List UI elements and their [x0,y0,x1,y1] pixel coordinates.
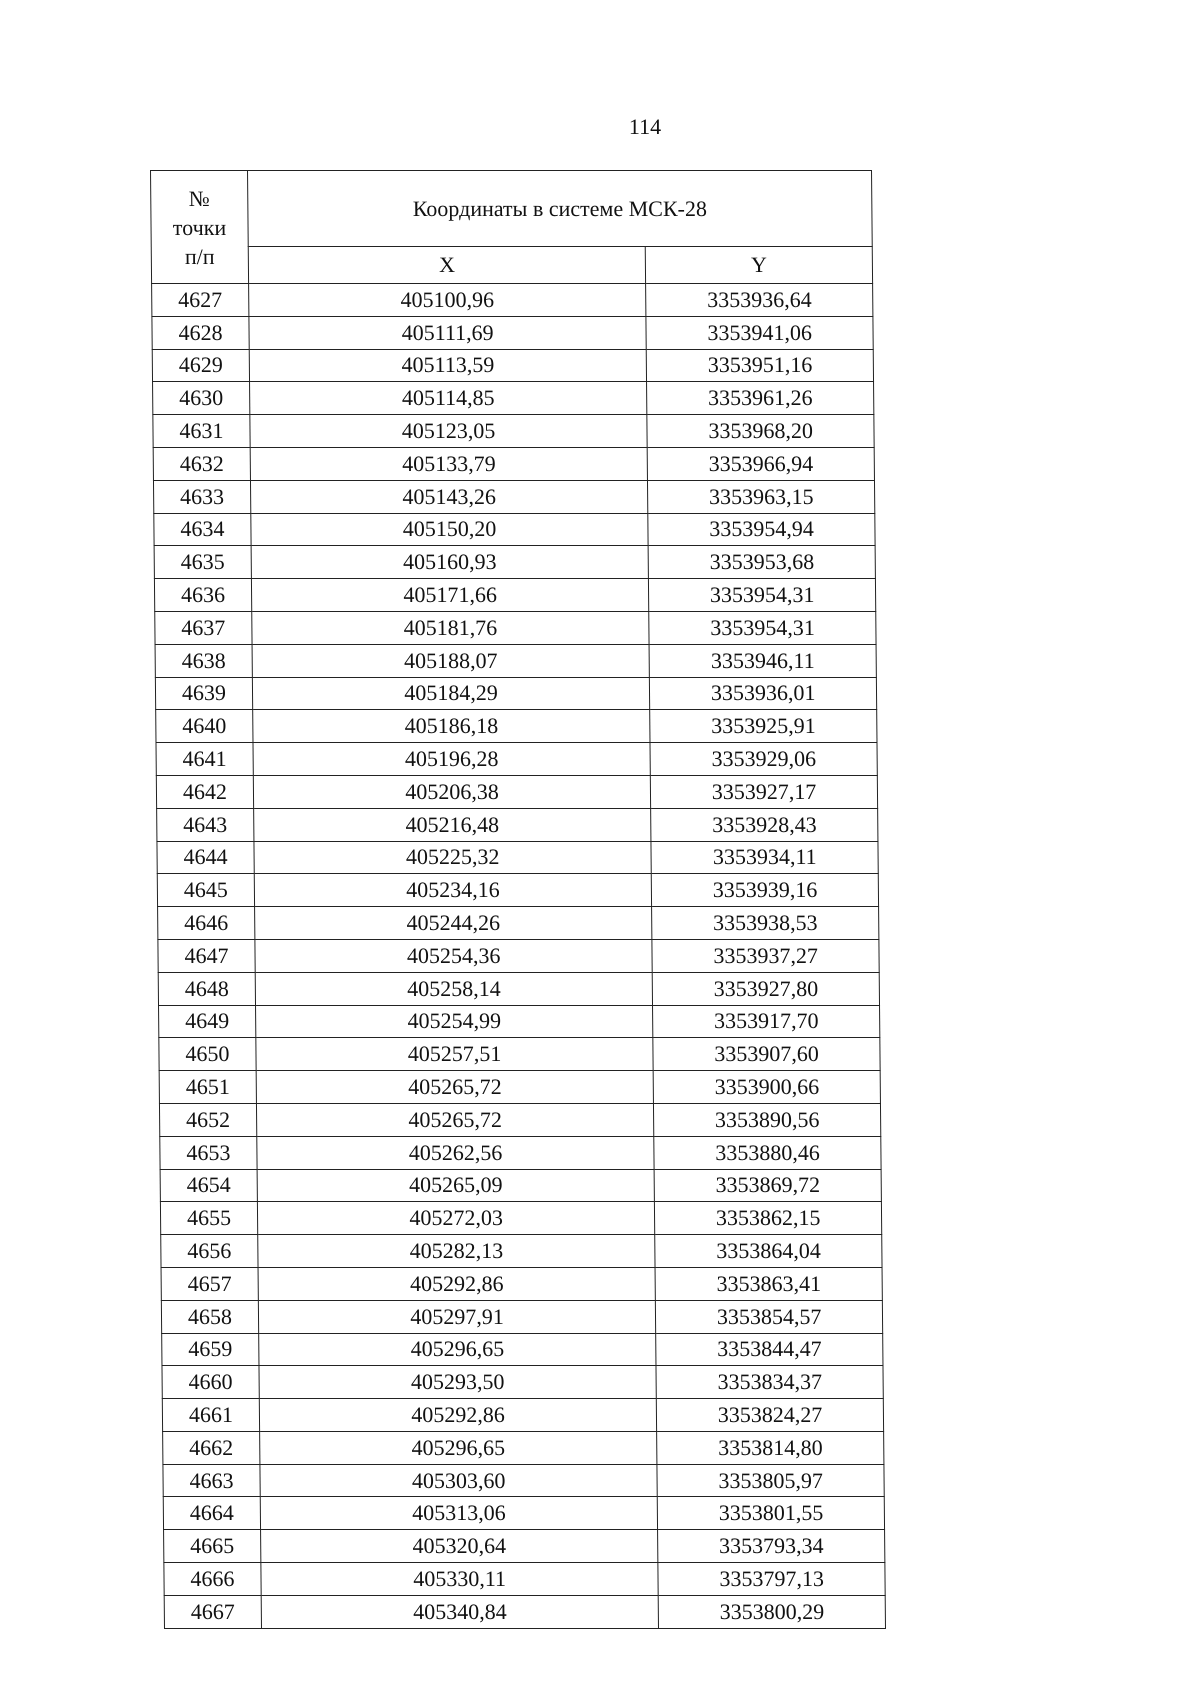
y-coordinate-cell: 3353814,80 [657,1431,884,1464]
x-coordinate-cell: 405293,50 [259,1366,657,1399]
x-coordinate-cell: 405171,66 [251,579,649,612]
header-number-sign: № [188,185,210,211]
y-coordinate-cell: 3353907,60 [653,1038,880,1071]
y-coordinate-cell: 3353936,01 [650,677,877,710]
table-row [160,1169,881,1202]
y-column-header: Y [645,247,872,284]
point-number-cell: 4634 [154,513,251,546]
point-number-cell: 4631 [153,415,250,448]
header-ordinal-abbrev: п/п [184,243,215,269]
table-row [158,907,879,940]
point-number-cell: 4650 [159,1038,256,1071]
y-coordinate-cell: 3353946,11 [649,644,876,677]
y-coordinate-cell: 3353862,15 [655,1202,882,1235]
x-coordinate-cell: 405100,96 [248,284,646,317]
point-number-header [151,171,249,284]
point-number-cell: 4647 [158,939,255,972]
y-coordinate-cell: 3353929,06 [650,743,877,776]
table-row [153,480,874,513]
table-row [159,1005,880,1038]
y-coordinate-cell: 3353869,72 [654,1169,881,1202]
table-body [152,284,886,1629]
point-number-cell: 4642 [156,775,253,808]
x-coordinate-cell: 405184,29 [252,677,650,710]
y-coordinate-cell: 3353961,26 [647,382,874,415]
y-coordinate-cell: 3353927,80 [652,972,879,1005]
x-coordinate-cell: 405282,13 [258,1235,656,1268]
point-number-cell: 4633 [153,480,250,513]
point-number-cell: 4640 [156,710,253,743]
point-number-cell: 4664 [163,1497,260,1530]
y-coordinate-cell: 3353854,57 [656,1300,883,1333]
x-coordinate-cell: 405123,05 [250,415,648,448]
table-row [156,743,877,776]
y-coordinate-cell: 3353793,34 [658,1530,885,1563]
y-coordinate-cell: 3353936,64 [646,284,873,317]
x-coordinate-cell: 405330,11 [261,1563,659,1596]
point-number-cell: 4639 [155,677,252,710]
point-number-cell: 4651 [159,1071,256,1104]
table-row [161,1235,882,1268]
x-coordinate-cell: 405303,60 [260,1464,658,1497]
x-column-header: X [248,247,646,284]
y-coordinate-cell: 3353954,31 [649,579,876,612]
table-row [158,939,879,972]
x-coordinate-cell: 405254,99 [255,1005,653,1038]
table-row [159,1071,880,1104]
point-number-cell: 4646 [158,907,255,940]
coordinates-system-header: Координаты в системе МСК-28 [247,171,872,247]
point-number-cell: 4649 [159,1005,256,1038]
x-coordinate-cell: 405262,56 [257,1136,655,1169]
y-coordinate-cell: 3353900,66 [653,1071,880,1104]
y-coordinate-cell: 3353927,17 [651,775,878,808]
point-number-cell: 4653 [160,1136,257,1169]
point-number-cell: 4652 [159,1103,256,1136]
x-coordinate-cell: 405206,38 [253,775,651,808]
point-number-cell: 4656 [161,1235,258,1268]
y-coordinate-cell: 3353938,53 [652,907,879,940]
y-coordinate-cell: 3353963,15 [648,480,875,513]
y-coordinate-cell: 3353890,56 [654,1103,881,1136]
y-coordinate-cell: 3353824,27 [657,1399,884,1432]
y-coordinate-cell: 3353966,94 [647,447,874,480]
y-coordinate-cell: 3353954,94 [648,513,875,546]
table-row [156,775,877,808]
table-row [159,1103,880,1136]
table-row [154,513,875,546]
point-number-cell: 4657 [161,1267,258,1300]
y-coordinate-cell: 3353863,41 [655,1267,882,1300]
x-coordinate-cell: 405181,76 [252,611,650,644]
point-number-cell: 4632 [153,447,250,480]
table-row [155,611,876,644]
x-coordinate-cell: 405320,64 [260,1530,658,1563]
table-row [163,1464,884,1497]
y-coordinate-cell: 3353953,68 [648,546,875,579]
y-coordinate-cell: 3353917,70 [653,1005,880,1038]
table-row [157,874,878,907]
y-coordinate-cell: 3353844,47 [656,1333,883,1366]
y-coordinate-cell: 3353939,16 [652,874,879,907]
x-coordinate-cell: 405257,51 [256,1038,654,1071]
table-header [151,171,873,284]
y-coordinate-cell: 3353880,46 [654,1136,881,1169]
point-number-cell: 4643 [157,808,254,841]
table-row [153,382,874,415]
table-row [164,1563,885,1596]
x-coordinate-cell: 405265,72 [256,1071,654,1104]
x-coordinate-cell: 405150,20 [251,513,649,546]
table-row [155,677,876,710]
point-number-cell: 4658 [161,1300,258,1333]
x-coordinate-cell: 405296,65 [260,1431,658,1464]
y-coordinate-cell: 3353797,13 [658,1563,885,1596]
point-number-cell: 4635 [154,546,251,579]
x-coordinate-cell: 405114,85 [249,382,647,415]
point-number-cell: 4629 [152,349,249,382]
y-coordinate-cell: 3353934,11 [651,841,878,874]
x-coordinate-cell: 405296,65 [259,1333,657,1366]
x-coordinate-cell: 405292,86 [259,1399,657,1432]
x-coordinate-cell: 405186,18 [253,710,651,743]
table-row [157,808,878,841]
table-row [163,1497,884,1530]
point-number-cell: 4645 [157,874,254,907]
x-coordinate-cell: 405196,28 [253,743,651,776]
point-number-cell: 4636 [154,579,251,612]
table-row [161,1300,882,1333]
table-row [152,349,873,382]
y-coordinate-cell: 3353834,37 [656,1366,883,1399]
x-coordinate-cell: 405254,36 [255,939,653,972]
x-coordinate-cell: 405244,26 [254,907,652,940]
x-coordinate-cell: 405297,91 [258,1300,656,1333]
table-row [156,710,877,743]
point-number-cell: 4644 [157,841,254,874]
point-number-cell: 4661 [162,1399,259,1432]
point-number-cell: 4667 [164,1595,261,1628]
x-coordinate-cell: 405265,72 [256,1103,654,1136]
table-row [159,1038,880,1071]
point-number-cell: 4660 [162,1366,259,1399]
point-number-cell: 4666 [164,1563,261,1596]
y-coordinate-cell: 3353864,04 [655,1235,882,1268]
point-number-cell: 4662 [163,1431,260,1464]
table-row [162,1399,883,1432]
x-coordinate-cell: 405234,16 [254,874,652,907]
y-coordinate-cell: 3353941,06 [646,316,873,349]
table-row [153,415,874,448]
x-coordinate-cell: 405216,48 [254,808,652,841]
point-number-cell: 4630 [153,382,250,415]
x-coordinate-cell: 405258,14 [255,972,653,1005]
y-coordinate-cell: 3353968,20 [647,415,874,448]
point-number-cell: 4648 [158,972,255,1005]
x-coordinate-cell: 405292,86 [258,1267,656,1300]
table-row [157,841,878,874]
coordinates-table [150,170,886,1629]
y-coordinate-cell: 3353937,27 [652,939,879,972]
y-coordinate-cell: 3353925,91 [650,710,877,743]
x-coordinate-cell: 405160,93 [251,546,649,579]
table-row [152,284,873,317]
x-coordinate-cell: 405265,09 [257,1169,655,1202]
table-row [161,1267,882,1300]
x-coordinate-cell: 405340,84 [261,1595,659,1628]
y-coordinate-cell: 3353928,43 [651,808,878,841]
table-row [162,1366,883,1399]
point-number-cell: 4663 [163,1464,260,1497]
table-row [160,1202,881,1235]
table-row [153,447,874,480]
x-coordinate-cell: 405225,32 [254,841,652,874]
table-row [152,316,873,349]
x-coordinate-cell: 405272,03 [257,1202,655,1235]
x-coordinate-cell: 405188,07 [252,644,650,677]
page-number: 114 [628,114,662,139]
x-coordinate-cell: 405113,59 [249,349,647,382]
table-row [163,1431,884,1464]
table-row [160,1136,881,1169]
x-coordinate-cell: 405133,79 [250,447,648,480]
table-row [162,1333,883,1366]
point-number-cell: 4654 [160,1169,257,1202]
table-row [164,1595,885,1628]
table-row [154,579,875,612]
header-point-word: точки [172,214,227,240]
point-number-cell: 4655 [160,1202,257,1235]
point-number-cell: 4641 [156,743,253,776]
point-number-cell: 4638 [155,644,252,677]
table-row [155,644,876,677]
table-row [164,1530,885,1563]
point-number-cell: 4637 [155,611,252,644]
point-number-cell: 4659 [162,1333,259,1366]
y-coordinate-cell: 3353951,16 [646,349,873,382]
x-coordinate-cell: 405111,69 [249,316,647,349]
y-coordinate-cell: 3353800,29 [658,1595,885,1628]
table-row [158,972,879,1005]
x-coordinate-cell: 405313,06 [260,1497,658,1530]
y-coordinate-cell: 3353805,97 [657,1464,884,1497]
point-number-cell: 4665 [164,1530,261,1563]
point-number-cell: 4627 [152,284,249,317]
table-row [154,546,875,579]
point-number-cell: 4628 [152,316,249,349]
y-coordinate-cell: 3353954,31 [649,611,876,644]
x-coordinate-cell: 405143,26 [250,480,648,513]
y-coordinate-cell: 3353801,55 [657,1497,884,1530]
